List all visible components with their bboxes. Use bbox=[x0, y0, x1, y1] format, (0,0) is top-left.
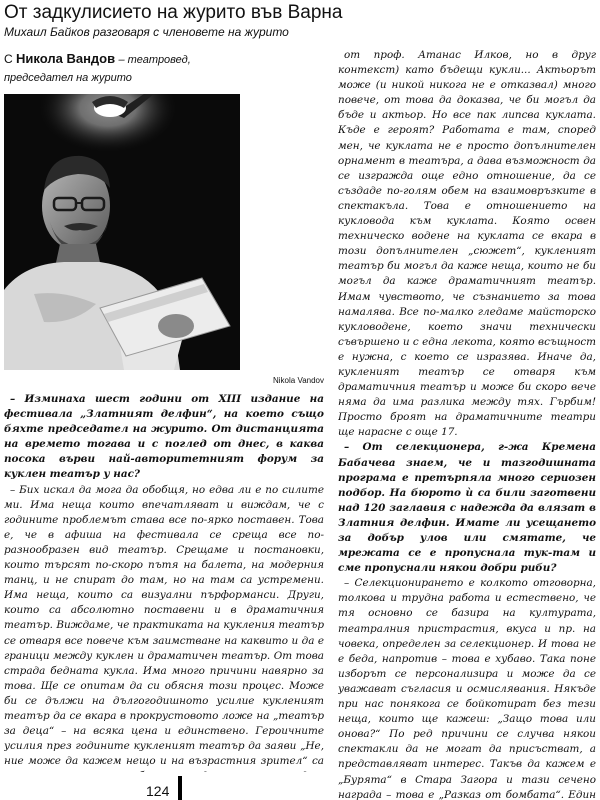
left-column bbox=[4, 392, 324, 772]
byline bbox=[4, 50, 234, 87]
portrait-illustration bbox=[4, 94, 240, 370]
interviewee-role: – театровед, председател на журито bbox=[4, 54, 191, 84]
question-paragraph: – От селекционера, г-жа Кремена Бабачева знаем, че и тазгодишната програма е претърпяла много сериозен подбор. На бюрото ѝ са били заготвени над 120 заглавия с надежда да влязат в Златния делфин. Имате ли усещането за добър улов или смятате, че мрежата се е пропуснала тук-там и сме пропуснали някои добри риби? bbox=[338, 441, 596, 575]
right-column bbox=[338, 48, 596, 800]
answer-paragraph: – Селекционирането е колкото отговорна, толкова и трудна работа и естествено, че тя основно се базира на културата, театралния пристрастия, вкуса и пр. на човека, определен за селекционер. И това не е беда, напротив – това е хубаво. Така поне изборът се персонализира и може да се уважават съгласия и осмислявания. Някъде при нас понякога се бойкотират без тези неща, които ще кажеш: „Защо това или онова?“ По ред причини се случва някои спектакли да не могат да присъстват, а представляват интерес. Такъв да кажем е „Бурята“ в Стара Загора и тази сечено награда – това е „Разказ от бомбата“. Един bbox=[338, 577, 596, 800]
byline-prefix: С bbox=[4, 52, 13, 66]
page-number: 124 bbox=[146, 783, 170, 799]
photo-credit: Nikola Vandov bbox=[273, 376, 324, 385]
portrait-photo bbox=[4, 94, 240, 370]
interviewee-name: Никола Вандов bbox=[16, 51, 116, 66]
article-title: От задкулисието на журито във Варна bbox=[4, 2, 343, 23]
answer-paragraph: от проф. Атанас Илков, но в друг контекст) като бъдещи кукли... Актьорът може (и никой никога не е отказвал) много повече, от това да доказва, че би могъл да бъде и актьор. Но все пак липсва куклата. Къде е героят? Работата е там, според мен, че куклата не е просто допълнителен орнамент в театъра, а дава възможност да се изгражда още едно отношение, да се създаде по-голям обем на взаимовръзките в спектакъла. Това е отношението на кукловода към куклата. Която освен техническо водене на куклата се вкара в този допълнителен „сюжет“, кукленият театър би могъл да каже неща, които не би могъл да каже драматичният театър. Имам чувството, че съзнанието за това намалява. Все по-малко гледаме майсторско кукловодене, което значи технически съвършено и с една лекота, която всъщност е нужна, с което се изразява. Иначе да, кукленият театър се отваря към драматичния театър и може би скоро вече няма да има разлика между тях. Гърбим! Просто броят на драматичните театри ще нарасне с още 17. bbox=[338, 49, 596, 439]
answer-paragraph: – Бих искал да мога да обобщя, но едва ли е по силите ми. Има неща които впечатляват и виждам, че с годините проблемът става все по-ярко поставен. Това е, че в афиша на фестивала се среща все по-разнообразен вид театър. Срещаме и постановки, които търсят по-скоро пътя на балета, на модерния танц, и не спират до там, но на там са устремени. Има неща, които са визуални пърформанси. Други, които са абсолютно поставени и в драматичния театър. Виждаме, че практиката на кукления театър се отваря все повече към заимстване на каквито и да е граници между куклен и драматичен театър. От това страда бедната кукла. Има много причини навярно за това. Ще се опитам да си обясня този процес. Може би се дължи на дългогодишното усилие кукленият театър да се вкара в прокрустовото ложе на „театър за деца“ – на всяка цена и единствено. Героичните усилия през годините кукленият театър да заяви „Не, ние може да кажем нещо и на възрастния зрител“ са bbox=[4, 483, 324, 768]
article-subtitle: Михаил Байков разговаря с членовете на журито bbox=[4, 25, 289, 39]
page-marker-bar bbox=[178, 776, 182, 800]
question-paragraph: – Изминаха шест години от XIII издание на фестивала „Златният делфин“, на което също бяхте председател на журито. От дистанцията на времето тогава и с поглед от днес, в каква посока върви най-авторитетният форум за куклен театър у нас? bbox=[4, 393, 324, 481]
